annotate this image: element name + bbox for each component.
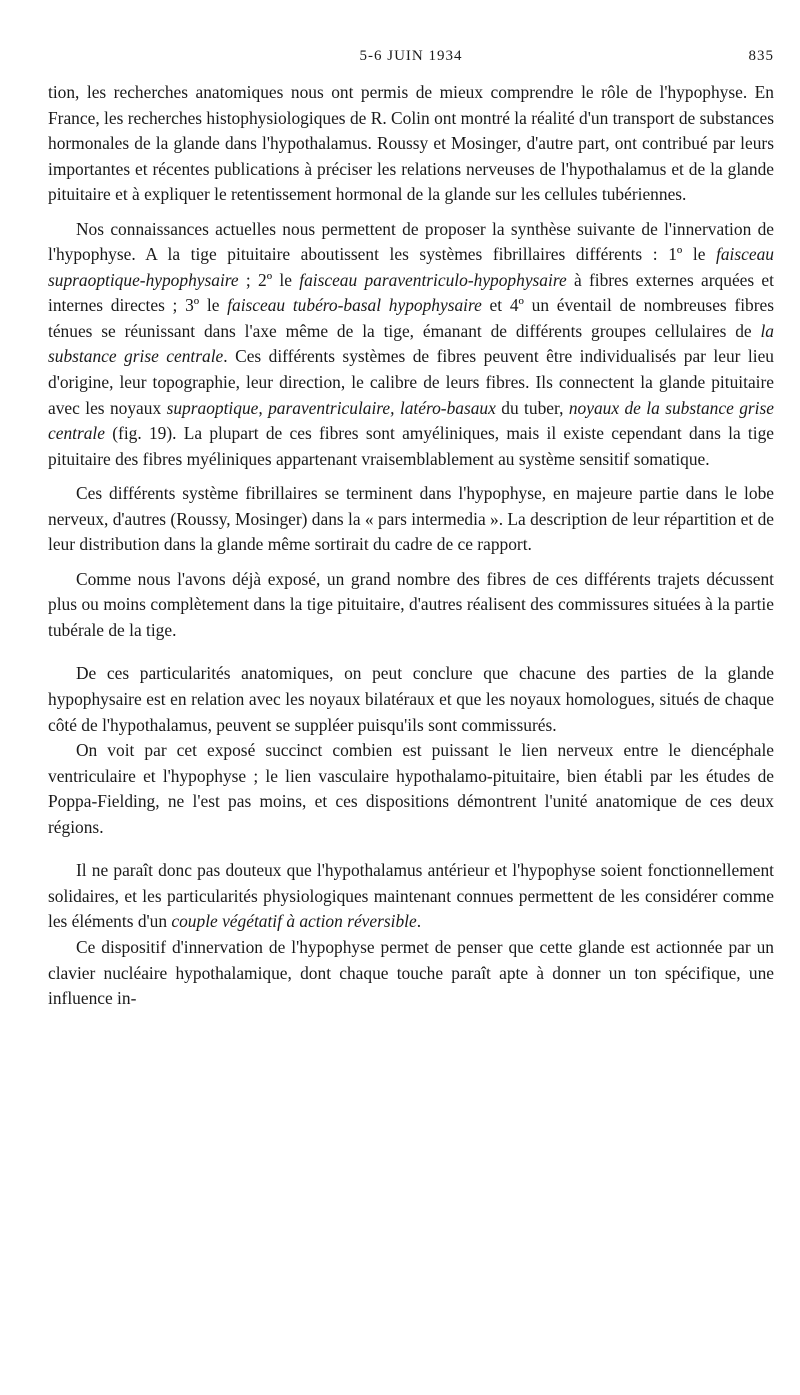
text-run: du tuber, <box>495 397 569 418</box>
text-run: Nos connaissances actuelles nous permettent de proposer la synthèse suivante de l'innervation de l'hypophyse. A la tige pituitaire aboutissent les systèmes fibrillaires différents : 1º le <box>48 218 774 265</box>
article-body <box>48 80 774 1012</box>
text-run: . Ces différents systèmes de fibres peuvent être individualisés par leur lieu d'origine, leur topographie, leur direction, le calibre de leurs fibres. Ils connectent la glande pituitaire avec les noyaux <box>48 346 774 418</box>
italic-term: faisceau tubéro-basal hypophysaire <box>227 295 482 316</box>
italic-term: couple végétatif à action réversible <box>171 911 417 932</box>
text-run: (fig. 19). La plupart de ces fibres sont amyéliniques, mais il existe cependant dans la tige pituitaire des fibres myéliniques appartenant vraisemblablement au système sensitif somatique. <box>48 423 774 469</box>
paragraph-nervous-link: On voit par cet exposé succinct combien est puissant le lien nerveux entre le diencéphale ventriculaire et l'hypophyse ; le lien vasculaire hypothalamo-pituitaire, bien établi par les études de Poppa-Fielding, ne l'est pas moins, et ces dispositions démontrent l'unité anatomique de ces deux régions. <box>48 740 774 837</box>
text-run: Il ne paraît donc pas douteux que l'hypothalamus antérieur et l'hypophyse soient fonctionnellement solidaires, et les particularités physiologiques maintenant connues permettent de les considérer comme les éléments d'un <box>48 860 774 932</box>
text-run: ; 2º le <box>238 269 300 290</box>
italic-term: faisceau supraoptique-hypophysaire <box>48 244 774 290</box>
paragraph-nuclear-keyboard: Ce dispositif d'innervation de l'hypophyse permet de penser que cette glande est actionnée par un clavier nucléaire hypothalamique, dont chaque touche paraît apte à donner un ton spécifique, une influence in- <box>48 936 774 1009</box>
text-run: et 4º un éventail de nombreuses fibres ténues se réunissant dans l'axe même de la tige, émanant de différents groupes cellulaires de <box>48 295 774 341</box>
paragraph-fiber-termination: Ces différents système fibrillaires se terminent dans l'hypophyse, en majeure partie dans le lobe nerveux, d'autres (Roussy, Mosinger) dans la « pars intermedia ». La description de leur répartition et de leur distribution dans la glande même sortirait du cadre de ce rapport. <box>48 483 774 555</box>
paragraph-anatomical-research: tion, les recherches anatomiques nous ont permis de mieux comprendre le rôle de l'hypophyse. En France, les recherches histophysiologiques de R. Colin ont montré la réalité d'un transport de substances hormonales de la glande dans l'hypothalamus. Roussy et Mosinger, d'autre part, ont contribué par leurs importantes et récentes publications à préciser les relations nerveuses de l'hypothalamus et de la glande pituitaire et à expliquer le retentissement hormonal de la glande sur les cellules tubériennes. <box>48 82 774 205</box>
running-head-date: 5-6 JUIN 1934 <box>359 48 463 64</box>
text-run: . <box>416 911 422 932</box>
paragraph-bilateral-nuclei: De ces particularités anatomiques, on peut conclure que chacune des parties de la glande hypophysaire est en relation avec les noyaux bilatéraux et que les noyaux homologues, situés de chaque côté de l'hypothalamus, peuvent se suppléer puisqu'ils sont commissurés. <box>48 663 774 735</box>
paragraph-decussation: Comme nous l'avons déjà exposé, un grand nombre des fibres de ces différents trajets décussent plus ou moins complètement dans la tige pituitaire, d'autres réalisent des commissures situées à la partie tubérale de la tige. <box>48 568 774 640</box>
italic-term: la substance grise centrale <box>48 320 774 367</box>
paragraph-vegetative-couple <box>48 858 774 935</box>
paragraph-innervation-synthesis <box>48 217 774 472</box>
italic-term: supraoptique, paraventriculaire, latéro-basaux <box>166 397 496 418</box>
text-run: à fibres externes arquées et internes directes ; 3º le <box>48 269 774 316</box>
italic-term: noyaux de la substance grise centrale <box>48 397 774 444</box>
page-number: 835 <box>748 48 774 64</box>
running-head <box>48 48 774 68</box>
italic-term: faisceau paraventriculo-hypophysaire <box>299 269 567 290</box>
